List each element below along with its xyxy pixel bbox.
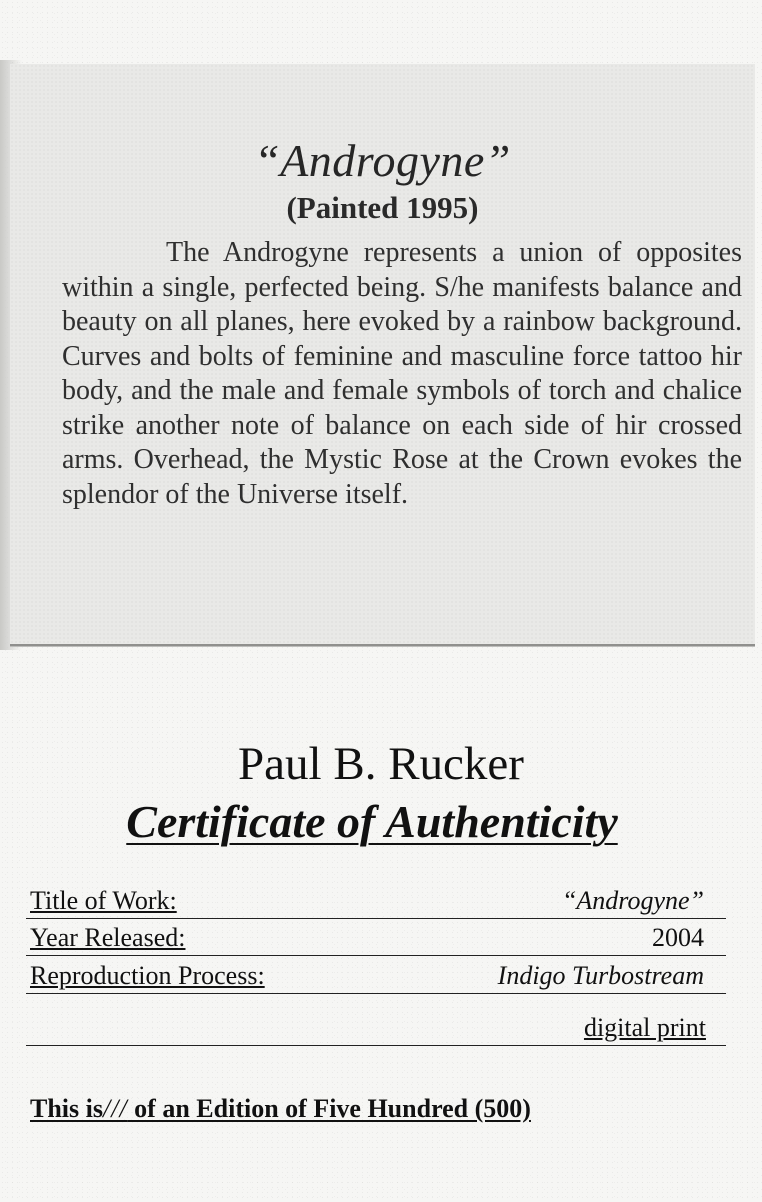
reproduction-process-value-continued: digital print (583, 1013, 706, 1042)
artist-name: Paul B. Rucker (238, 738, 524, 790)
title-of-work-value: “Androgyne” (561, 886, 704, 915)
year-released-label: Year Released: (30, 923, 186, 952)
reproduction-process-label: Reproduction Process: (30, 961, 265, 990)
edition-number-marks: /// (103, 1094, 128, 1123)
description-card (10, 64, 755, 646)
field-title-of-work (26, 882, 726, 919)
artwork-title: “Androgyne” (254, 135, 511, 186)
edition-suffix: of an Edition of Five Hundred (500) (127, 1094, 531, 1123)
title-of-work-label: Title of Work: (30, 886, 177, 915)
field-year-released (26, 919, 726, 956)
year-released-value: 2004 (652, 923, 704, 952)
painted-year: (Painted 1995) (286, 190, 479, 225)
field-reproduction-process-continued (26, 1009, 726, 1046)
certificate-heading: Certificate of Authenticity (126, 796, 618, 847)
reproduction-process-value: Indigo Turbostream (497, 961, 704, 990)
artwork-description: The Androgyne represents a union of opposites within a single, perfected being. S/he manifests balance and beauty on all planes, here evoked by a rainbow background. Curves and bolts of feminine and masculine force tattoo hir body, and the male and female symbols of torch and chalice strike another note of balance on each side of hir crossed arms. Overhead, the Mystic Rose at the Crown evokes the splendor of the Universe itself. (62, 237, 742, 510)
field-reproduction-process (26, 957, 726, 994)
edition-prefix: This is (30, 1094, 103, 1123)
edition-statement (30, 1094, 730, 1124)
